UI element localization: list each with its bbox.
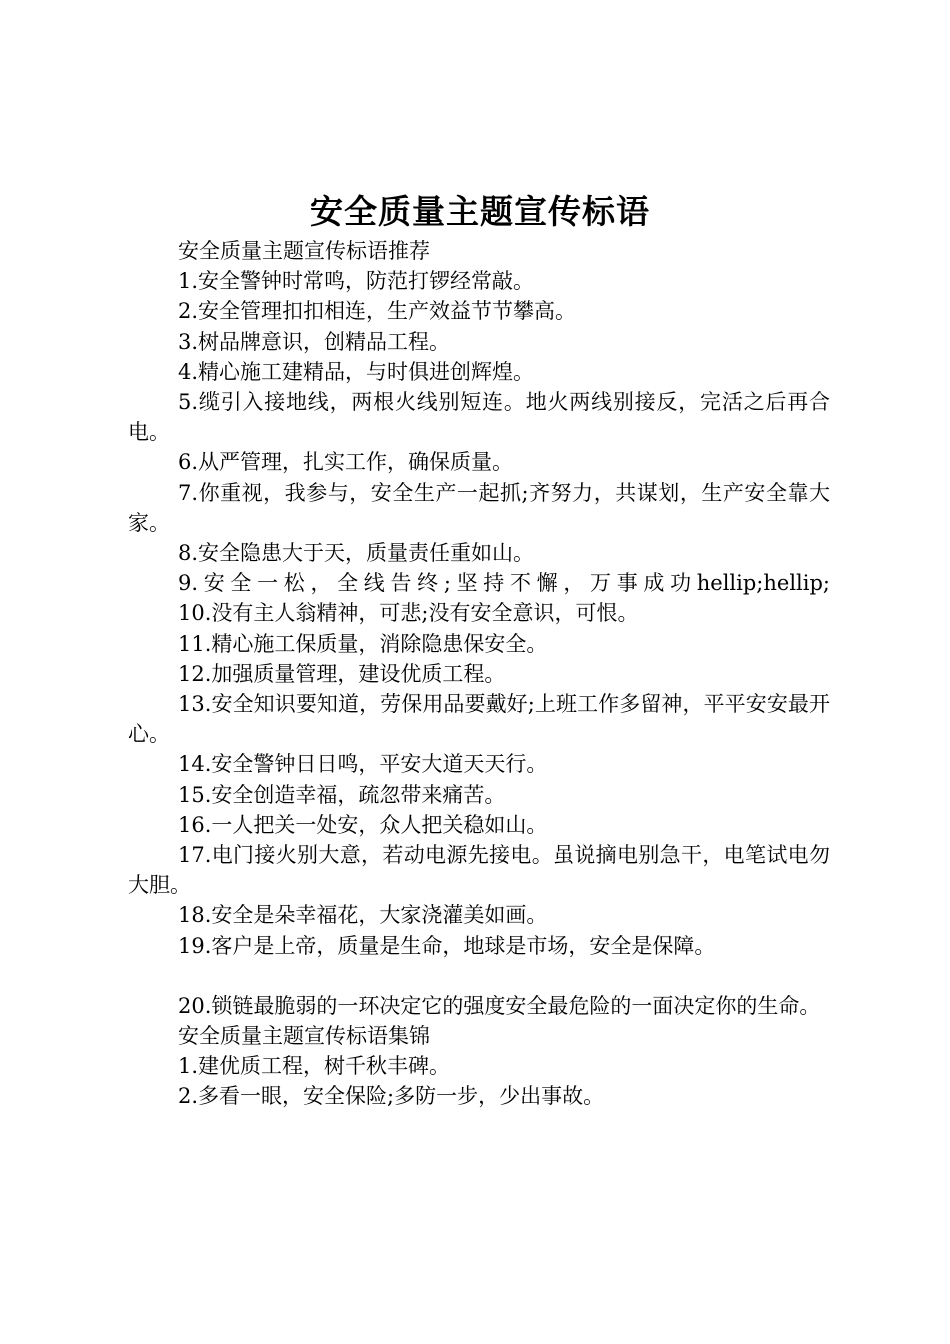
section-heading: 安全质量主题宣传标语推荐 — [178, 239, 430, 263]
paragraph-gap — [128, 961, 830, 991]
slogan-item: 14.安全警钟日日鸣，平安大道天天行。 — [178, 752, 548, 777]
slogan-item: 2.安全管理扣扣相连，生产效益节节攀高。 — [178, 299, 577, 324]
slogan-item: 16.一人把关一处安，众人把关稳如山。 — [178, 812, 548, 837]
slogan-item: 1.安全警钟时常鸣，防范打锣经常敲。 — [178, 269, 535, 294]
slogan-item: 9.安全一松，全线告终;坚持不懈，万事成功hellip;hellip; — [178, 571, 830, 596]
slogan-item: 11.精心施工保质量，消除隐患保安全。 — [178, 631, 548, 656]
slogan-item: 7.你重视，我参与，安全生产一起抓;齐努力，共谋划，生产安全靠大家。 — [128, 480, 830, 535]
slogan-item: 6.从严管理，扎实工作，确保质量。 — [178, 450, 514, 475]
slogan-item: 3.树品牌意识，创精品工程。 — [178, 329, 451, 354]
slogan-item: 2.多看一眼，安全保险;多防一步，少出事故。 — [178, 1084, 605, 1109]
slogan-item: 8.安全隐患大于天，质量责任重如山。 — [178, 541, 535, 566]
document-title: 安全质量主题宣传标语 — [310, 192, 650, 231]
slogan-item: 12.加强质量管理，建设优质工程。 — [178, 661, 506, 686]
slogan-item: 15.安全创造幸福，疏忽带来痛苦。 — [178, 782, 506, 807]
slogan-item: 10.没有主人翁精神，可悲;没有安全意识，可恨。 — [178, 601, 639, 626]
slogan-item: 20.锁链最脆弱的一环决定它的强度安全最危险的一面决定你的生命。 — [178, 993, 821, 1018]
document-body — [128, 236, 830, 1112]
slogan-item: 4.精心施工建精品，与时俱进创辉煌。 — [178, 359, 535, 384]
slogan-item: 13.安全知识要知道，劳保用品要戴好;上班工作多留神，平平安安最开心。 — [128, 692, 830, 747]
section-heading: 安全质量主题宣传标语集锦 — [178, 1024, 430, 1049]
slogan-item: 18.安全是朵幸福花，大家浇灌美如画。 — [178, 903, 548, 928]
slogan-item: 19.客户是上帝，质量是生命，地球是市场，安全是保障。 — [178, 933, 716, 958]
slogan-item: 5.缆引入接地线，两根火线别短连。地火两线别接反，完活之后再合电。 — [128, 390, 830, 445]
slogan-item: 1.建优质工程，树千秋丰碑。 — [178, 1054, 451, 1079]
slogan-item: 17.电门接火别大意，若动电源先接电。虽说摘电别急干，电笔试电勿大胆。 — [128, 843, 830, 898]
